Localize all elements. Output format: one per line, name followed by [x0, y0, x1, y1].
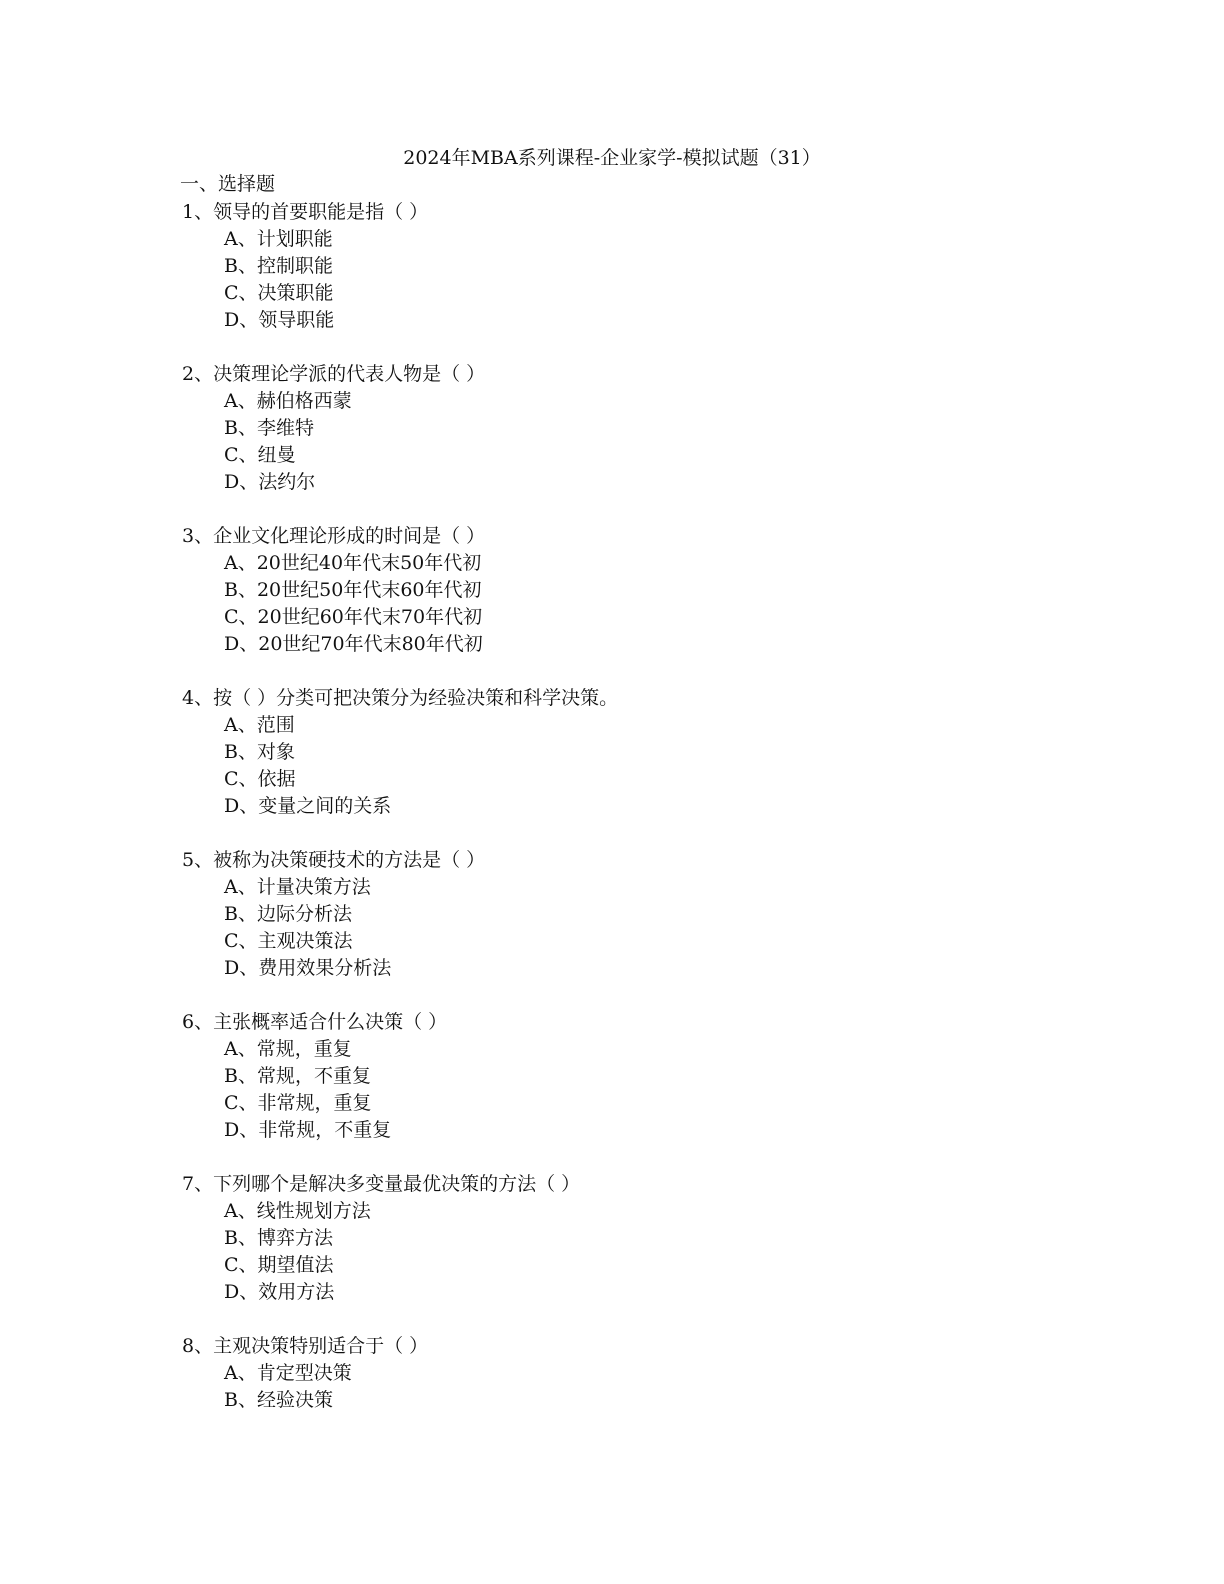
question-8: [180, 1333, 1080, 1414]
option-a: A、范围: [224, 714, 295, 736]
question-stem: 1、领导的首要职能是指（ ）: [182, 201, 429, 223]
option-b: B、博弈方法: [224, 1227, 333, 1249]
question-stem: 3、企业文化理论形成的时间是（ ）: [182, 525, 486, 547]
question-stem: 6、主张概率适合什么决策（ ）: [182, 1011, 448, 1033]
question-5: [180, 847, 1080, 982]
question-stem: 7、下列哪个是解决多变量最优决策的方法（ ）: [182, 1173, 581, 1195]
question-7: [180, 1171, 1080, 1306]
option-c: C、决策职能: [224, 282, 334, 304]
question-4: [180, 685, 1080, 820]
option-c: C、主观决策法: [224, 930, 353, 952]
option-a: A、计划职能: [224, 228, 333, 250]
question-stem: 5、被称为决策硬技术的方法是（ ）: [182, 849, 486, 871]
question-list: [180, 199, 1080, 1441]
document-title: 2024年MBA系列课程-企业家学-模拟试题（31）: [403, 147, 821, 169]
option-b: B、李维特: [224, 417, 314, 439]
option-d: D、变量之间的关系: [224, 795, 392, 817]
option-a: A、线性规划方法: [224, 1200, 371, 1222]
option-a: A、常规，重复: [224, 1038, 352, 1060]
question-3: [180, 523, 1080, 658]
question-stem: 8、主观决策特别适合于（ ）: [182, 1335, 429, 1357]
option-c: C、依据: [224, 768, 296, 790]
option-d: D、法约尔: [224, 471, 316, 493]
section-heading: 一、选择题: [180, 173, 276, 195]
option-c: C、期望值法: [224, 1254, 334, 1276]
option-d: D、费用效果分析法: [224, 957, 392, 979]
option-c: C、20世纪60年代末70年代初: [224, 606, 483, 628]
option-a: A、计量决策方法: [224, 876, 371, 898]
option-d: D、领导职能: [224, 309, 335, 331]
option-a: A、肯定型决策: [224, 1362, 352, 1384]
option-a: A、20世纪40年代末50年代初: [224, 552, 482, 574]
option-d: D、非常规，不重复: [224, 1119, 392, 1141]
question-1: [180, 199, 1080, 334]
option-b: B、对象: [224, 741, 295, 763]
question-stem: 2、决策理论学派的代表人物是（ ）: [182, 363, 486, 385]
option-c: C、非常规，重复: [224, 1092, 372, 1114]
option-c: C、纽曼: [224, 444, 296, 466]
question-2: [180, 361, 1080, 496]
option-b: B、边际分析法: [224, 903, 352, 925]
question-6: [180, 1009, 1080, 1144]
option-b: B、控制职能: [224, 255, 333, 277]
option-b: B、20世纪50年代末60年代初: [224, 579, 482, 601]
option-d: D、效用方法: [224, 1281, 335, 1303]
option-b: B、经验决策: [224, 1389, 333, 1411]
option-b: B、常规，不重复: [224, 1065, 371, 1087]
option-a: A、赫伯格西蒙: [224, 390, 352, 412]
option-d: D、20世纪70年代末80年代初: [224, 633, 483, 655]
question-stem: 4、按（ ）分类可把决策分为经验决策和科学决策。: [182, 687, 619, 709]
